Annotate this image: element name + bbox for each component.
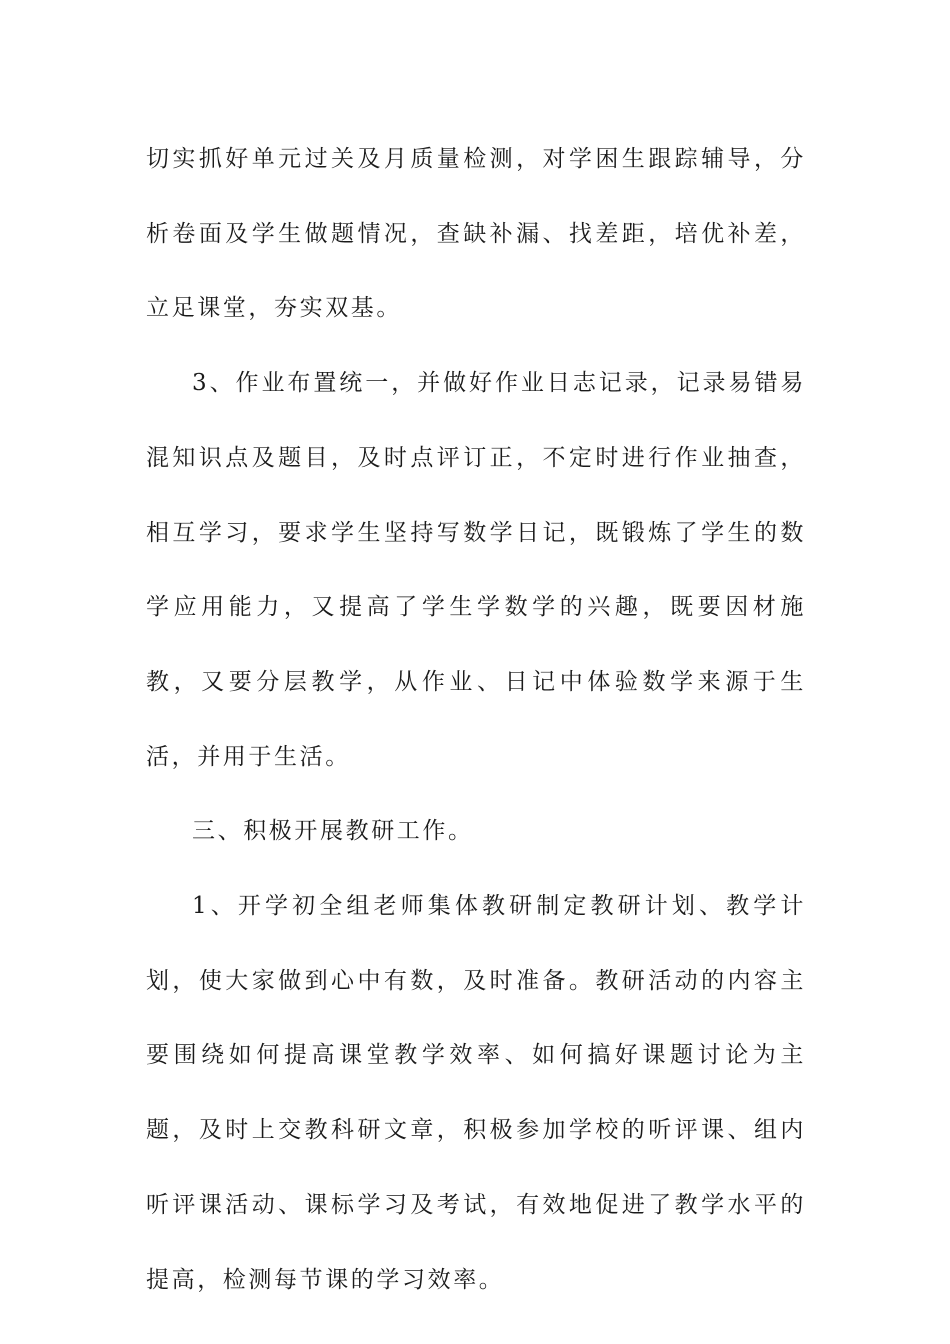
paragraph-homework: 3、作业布置统一，并做好作业日志记录，记录易错易混知识点及题目，及时点评订正，不定时进行作业抽查，相互学习，要求学生坚持写数学日记，既锻炼了学生的数学应用能力，又提高了学生学数学的兴趣，既要因材施教，又要分层教学，从作业、日记中体验数学来源于生活，并用于生活。 — [146, 370, 806, 770]
section-heading-research: 三、积极开展教研工作。 — [192, 818, 474, 845]
document-body — [146, 122, 806, 1317]
paragraph-research-plan: 1、开学初全组老师集体教研制定教研计划、教学计划，使大家做到心中有数，及时准备。教研活动的内容主要围绕如何提高课堂教学效率、如何搞好课题讨论为主题，及时上交教科研文章，积极参加学校的听评课、组内听评课活动、课标学习及考试，有效地促进了教学水平的提高，检测每节课的学习效率。 — [146, 893, 806, 1293]
paragraph-continuation: 切实抓好单元过关及月质量检测，对学困生跟踪辅导，分析卷面及学生做题情况，查缺补漏、找差距，培优补差，立足课堂，夯实双基。 — [146, 146, 806, 322]
